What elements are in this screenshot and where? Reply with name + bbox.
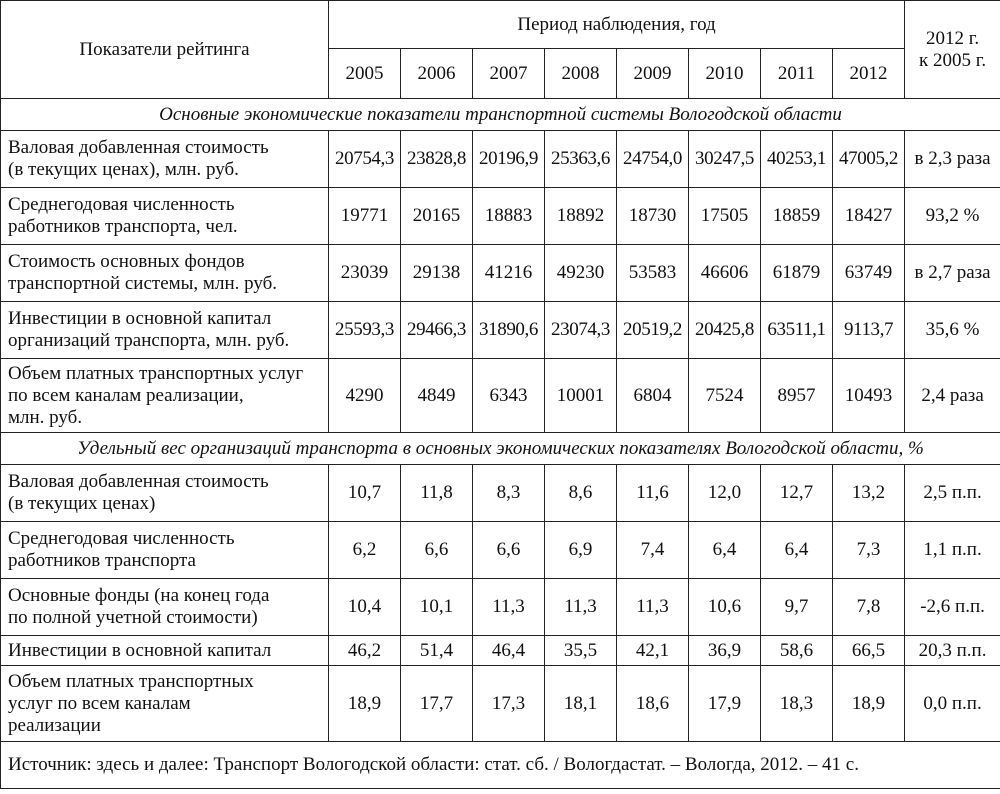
row-label-line: Объем платных транспортных [8,670,254,692]
row-label-line: работников транспорта, чел. [8,216,238,237]
period-header: Период наблюдения, год [329,1,905,49]
table-cell: 31890,6 [473,302,545,359]
row-label-line: (в текущих ценах) [8,493,156,514]
row-label-line: реализации [8,714,101,736]
table-cell: 6,2 [329,522,401,579]
year-header: 2012 [833,49,905,99]
total-cell: 0,0 п.п. [905,666,1000,742]
table-cell: 25593,3 [329,302,401,359]
table-cell: 18730 [617,188,689,245]
row-label-line: транспортной системы, млн. руб. [8,273,278,294]
table-cell: 19771 [329,188,401,245]
table-cell: 29138 [401,245,473,302]
year-header: 2009 [617,49,689,99]
table-cell: 46606 [689,245,761,302]
row-label-line: Среднегодовая численность [8,194,235,215]
section-title: Удельный вес организаций транспорта в основных экономических показателях Вологодской области, % [1,433,1000,465]
year-header: 2007 [473,49,545,99]
table-cell: 23039 [329,245,401,302]
table-cell: 6804 [617,359,689,433]
table-cell: 6343 [473,359,545,433]
row-label-line: Валовая добавленная стоимость [8,137,269,158]
year-header: 2010 [689,49,761,99]
row-label [1,579,329,636]
row-label-line: работников транспорта [8,550,196,571]
table-cell: 10,1 [401,579,473,636]
table-cell: 6,6 [401,522,473,579]
table-cell: 10,7 [329,465,401,522]
row-label-line: по полной учетной стоимости) [8,607,258,628]
total-cell: 2,5 п.п. [905,465,1000,522]
table-cell: 9113,7 [833,302,905,359]
table-cell: 6,4 [689,522,761,579]
table-cell: 29466,3 [401,302,473,359]
table-cell: 42,1 [617,636,689,666]
total-cell: 35,6 % [905,302,1000,359]
row-label [1,666,329,742]
row-label-line: млн. руб. [8,406,83,428]
table-cell: 11,8 [401,465,473,522]
indicator-header: Показатели рейтинга [1,1,329,99]
table-cell: 41216 [473,245,545,302]
table-cell: 17,7 [401,666,473,742]
row-label-line: организаций транспорта, млн. руб. [8,330,290,351]
table-cell: 35,5 [545,636,617,666]
total-cell: в 2,7 раза [905,245,1000,302]
table-cell: 8,6 [545,465,617,522]
row-label [1,522,329,579]
row-label-line: Инвестиции в основной капитал [8,308,272,329]
total-cell: в 2,3 раза [905,131,1000,188]
table-cell: 18,3 [761,666,833,742]
table-cell: 4849 [401,359,473,433]
table-cell: 63511,1 [761,302,833,359]
total-header-line: к 2005 г. [918,49,987,71]
table-cell: 17,3 [473,666,545,742]
table-cell: 11,3 [473,579,545,636]
row-label-line: Объем платных транспортных услуг [8,362,304,384]
table-cell: 8,3 [473,465,545,522]
table-cell: 49230 [545,245,617,302]
table-cell: 20754,3 [329,131,401,188]
row-label-line: Валовая добавленная стоимость [8,471,269,492]
table-cell: 9,7 [761,579,833,636]
row-label [1,636,329,666]
table-cell: 4290 [329,359,401,433]
table-cell: 10001 [545,359,617,433]
table-cell: 11,3 [617,579,689,636]
table-cell: 47005,2 [833,131,905,188]
source-note: Источник: здесь и далее: Транспорт Вологодской области: стат. сб. / Вологдастат. – Вологда, 2012. – 41 с. [1,742,1000,789]
table-cell: 24754,0 [617,131,689,188]
table-cell: 8957 [761,359,833,433]
total-cell: 93,2 % [905,188,1000,245]
table-cell: 20425,8 [689,302,761,359]
year-header: 2006 [401,49,473,99]
table-cell: 10,4 [329,579,401,636]
total-cell: -2,6 п.п. [905,579,1000,636]
table-cell: 36,9 [689,636,761,666]
table-cell: 10,6 [689,579,761,636]
table-cell: 18427 [833,188,905,245]
table-cell: 18883 [473,188,545,245]
table-cell: 40253,1 [761,131,833,188]
row-label [1,188,329,245]
table-cell: 53583 [617,245,689,302]
table-cell: 6,9 [545,522,617,579]
table-cell: 11,6 [617,465,689,522]
total-cell: 1,1 п.п. [905,522,1000,579]
table-cell: 23828,8 [401,131,473,188]
table-cell: 46,4 [473,636,545,666]
table-cell: 23074,3 [545,302,617,359]
row-label [1,465,329,522]
row-label [1,302,329,359]
table-cell: 18,9 [329,666,401,742]
row-label-line: Инвестиции в основной капитал [8,639,272,661]
total-cell: 2,4 раза [905,359,1000,433]
table-cell: 30247,5 [689,131,761,188]
year-header: 2011 [761,49,833,99]
table-cell: 12,0 [689,465,761,522]
table-cell: 66,5 [833,636,905,666]
row-label [1,245,329,302]
table-cell: 17,9 [689,666,761,742]
table-cell: 46,2 [329,636,401,666]
row-label-line: Основные фонды (на конец года [8,585,270,606]
table-cell: 7524 [689,359,761,433]
table-cell: 25363,6 [545,131,617,188]
table-cell: 20519,2 [617,302,689,359]
row-label-line: по всем каналам реализации, [8,384,244,406]
row-label-line: Стоимость основных фондов [8,251,245,272]
section-title: Основные экономические показатели транспортной системы Вологодской области [1,99,1000,131]
table-cell: 20196,9 [473,131,545,188]
table-cell: 12,7 [761,465,833,522]
total-cell: 20,3 п.п. [905,636,1000,666]
table-cell: 18,9 [833,666,905,742]
table-cell: 7,4 [617,522,689,579]
table-cell: 10493 [833,359,905,433]
total-header-line: 2012 г. [925,27,980,49]
row-label [1,131,329,188]
table-cell: 18892 [545,188,617,245]
row-label-line: услуг по всем каналам [8,692,191,714]
table-cell: 18859 [761,188,833,245]
table-cell: 6,4 [761,522,833,579]
table-cell: 7,8 [833,579,905,636]
table-cell: 13,2 [833,465,905,522]
year-header: 2008 [545,49,617,99]
table-cell: 18,1 [545,666,617,742]
table-cell: 63749 [833,245,905,302]
table-cell: 7,3 [833,522,905,579]
table-cell: 11,3 [545,579,617,636]
row-label-line: (в текущих ценах), млн. руб. [8,159,239,180]
table-cell: 18,6 [617,666,689,742]
total-header [905,1,1000,99]
table-cell: 6,6 [473,522,545,579]
row-label-line: Среднегодовая численность [8,528,235,549]
table-cell: 51,4 [401,636,473,666]
table-cell: 20165 [401,188,473,245]
year-header: 2005 [329,49,401,99]
table-cell: 58,6 [761,636,833,666]
table-cell: 61879 [761,245,833,302]
row-label [1,359,329,433]
table-cell: 17505 [689,188,761,245]
